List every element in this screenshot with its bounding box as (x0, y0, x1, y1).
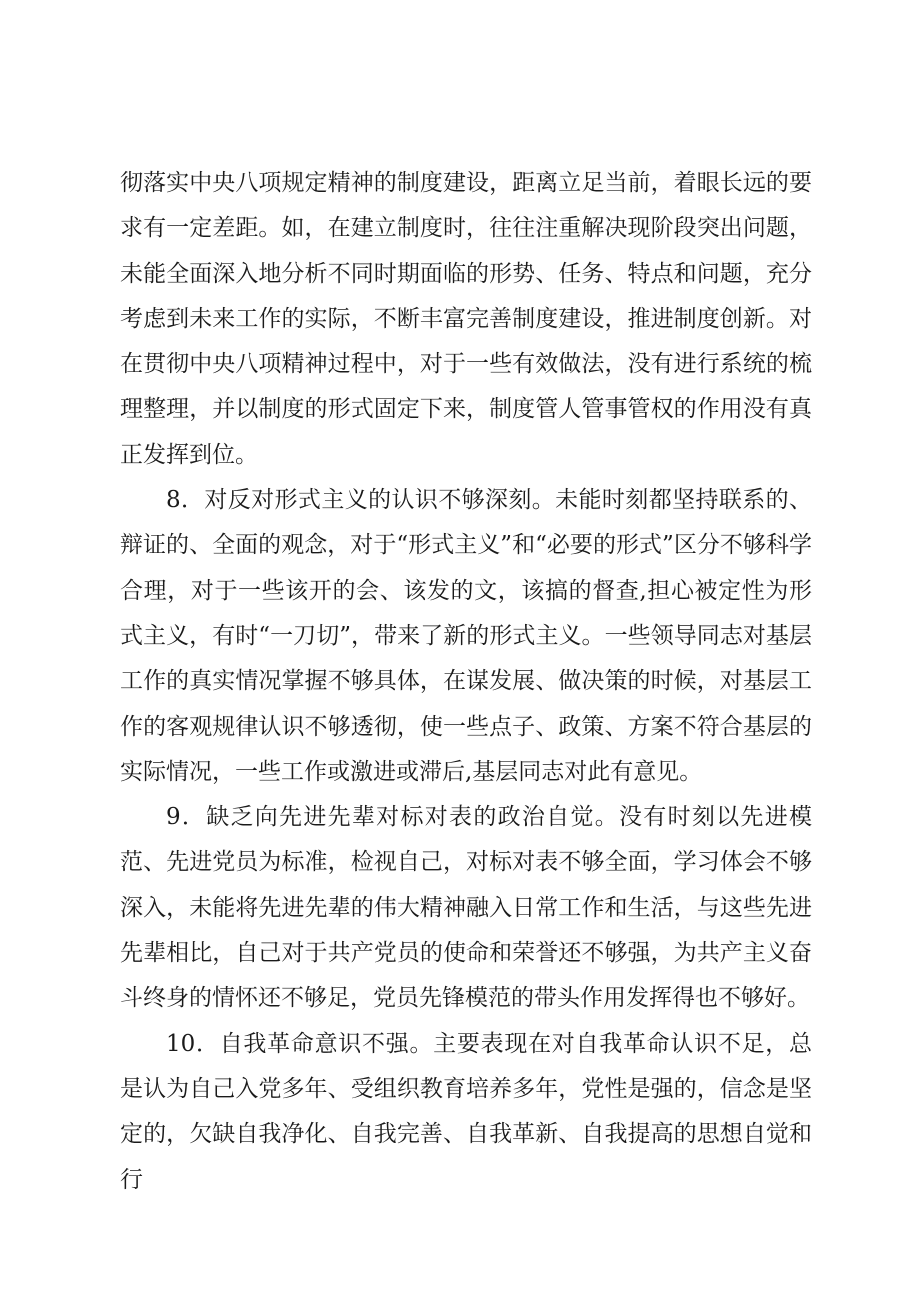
document-body (120, 161, 812, 1203)
paragraph-item-9: 9．缺乏向先进先辈对标对表的政治自觉。没有时刻以先进模范、先进党员为标准，检视自己，对标对表不够全面，学习体会不够深入，未能将先进先辈的伟大精神融入日常工作和生活，与这些先进先辈相比，自己对于共产党员的使命和荣誉还不够强，为共产主义奋斗终身的情怀还不够足，党员先锋模范的带头作用发挥得也不够好。 (120, 804, 812, 1012)
paragraph-item-8: 8．对反对形式主义的认识不够深刻。未能时刻都坚持联系的、辩证的、全面的观念，对于“形式主义”和“必要的形式”区分不够科学合理，对于一些该开的会、该发的文，该搞的督查,担心被定性为形式主义，有时“一刀切”，带来了新的形式主义。一些领导同志对基层工作的真实情况掌握不够具体，在谋发展、做决策的时候，对基层工作的客观规律认识不够透彻，使一些点子、政策、方案不符合基层的实际情况，一些工作或激进或滞后,基层同志对此有意见。 (120, 487, 812, 785)
paragraph-item-10: 10．自我革命意识不强。主要表现在对自我革命认识不足，总是认为自己入党多年、受组织教育培养多年，党性是强的，信念是坚定的，欠缺自我净化、自我完善、自我革新、自我提高的思想自觉和行 (120, 1030, 812, 1193)
paragraph-continuation: 彻落实中央八项规定精神的制度建设，距离立足当前，着眼长远的要求有一定差距。如，在建立制度时，往往注重解决现阶段突出问题，未能全面深入地分析不同时期面临的形势、任务、特点和问题，充分考虑到未来工作的实际，不断丰富完善制度建设，推进制度创新。对在贯彻中央八项精神过程中，对于一些有效做法，没有进行系统的梳理整理，并以制度的形式固定下来，制度管人管事管权的作用没有真正发挥到位。 (120, 170, 812, 468)
